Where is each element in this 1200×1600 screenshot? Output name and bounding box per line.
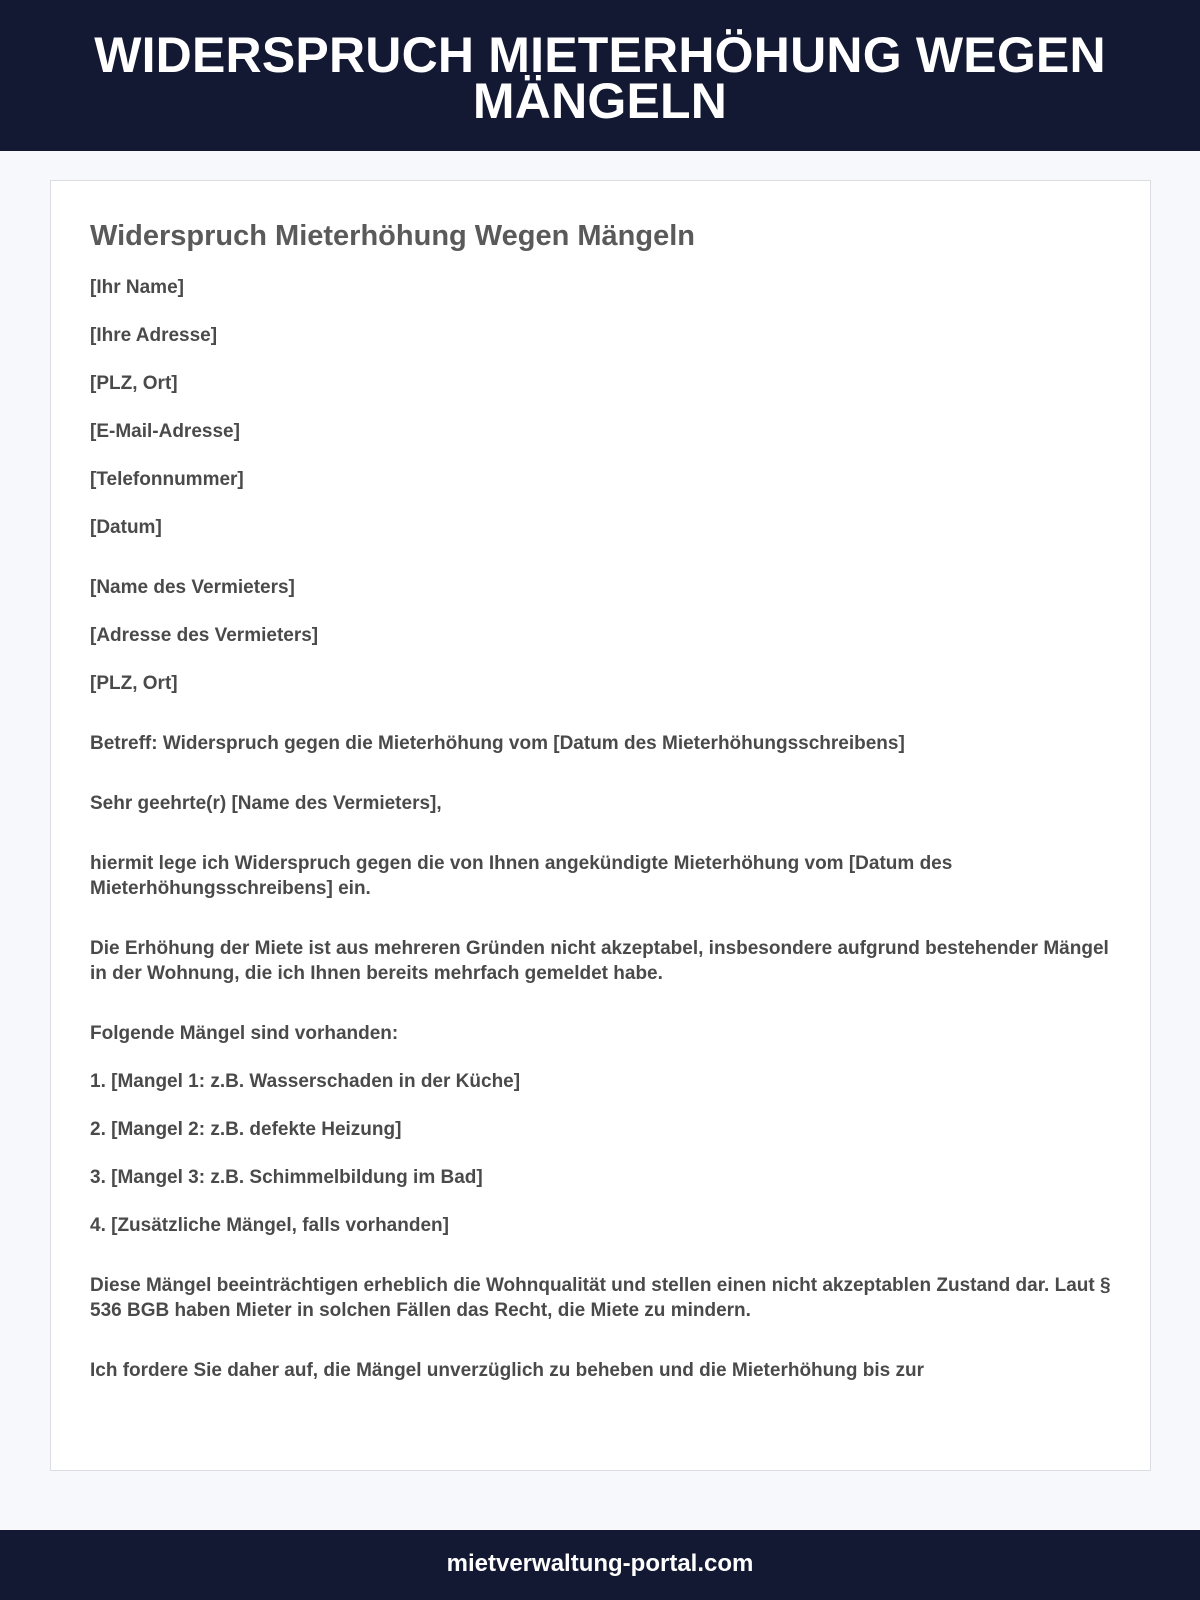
sender-address: [Ihre Adresse]: [90, 325, 218, 346]
page-header: [0, 0, 1200, 151]
recipient-address: [Adresse des Vermieters]: [90, 625, 319, 646]
footer-site-link[interactable]: mietverwaltung-portal.com: [446, 1550, 754, 1577]
salutation: Sehr geehrte(r) [Name des Vermieters],: [90, 793, 442, 814]
paragraph-intro: hiermit lege ich Widerspruch gegen die von Ihnen angekündigte Mieterhöhung vom [Datum des Mieterhöhungsschreibens] ein.: [90, 853, 953, 899]
defects-intro: Folgende Mängel sind vorhanden:: [90, 1023, 399, 1044]
sender-block: [90, 275, 1111, 540]
page-footer: [0, 1530, 1200, 1600]
recipient-block: [90, 575, 1111, 696]
document-card: [50, 180, 1151, 1471]
sender-phone: [Telefonnummer]: [90, 469, 244, 490]
defects-list: [90, 1069, 1111, 1238]
sender-email: [E-Mail-Adresse]: [90, 421, 240, 442]
recipient-name: [Name des Vermieters]: [90, 577, 295, 598]
defect-item: 4. [Zusätzliche Mängel, falls vorhanden]: [90, 1215, 449, 1236]
paragraph-demand: Ich fordere Sie daher auf, die Mängel unverzüglich zu beheben und die Mieterhöhung bis zur: [90, 1360, 924, 1381]
letter-date: [Datum]: [90, 517, 162, 538]
recipient-city: [PLZ, Ort]: [90, 673, 178, 694]
defect-item: 3. [Mangel 3: z.B. Schimmelbildung im Bad]: [90, 1167, 483, 1188]
paragraph-legal: Diese Mängel beeinträchtigen erheblich die Wohnqualität und stellen einen nicht akzeptablen Zustand dar. Laut § 536 BGB haben Mieter in solchen Fällen das Recht, die Miete zu mindern.: [90, 1275, 1111, 1321]
paragraph-reason: Die Erhöhung der Miete ist aus mehreren Gründen nicht akzeptabel, insbesondere aufgrund bestehender Mängel in der Wohnung, die ich Ihnen bereits mehrfach gemeldet habe.: [90, 938, 1109, 984]
document-title: Widerspruch Mieterhöhung Wegen Mängeln: [90, 220, 696, 252]
subject-line: Betreff: Widerspruch gegen die Mieterhöhung vom [Datum des Mieterhöhungsschreibens]: [90, 733, 905, 754]
defect-item: 1. [Mangel 1: z.B. Wasserschaden in der Küche]: [90, 1071, 521, 1092]
page-title: WIDERSPRUCH MIETERHÖHUNG WEGEN MÄNGELN: [94, 26, 1106, 129]
defect-item: 2. [Mangel 2: z.B. defekte Heizung]: [90, 1119, 402, 1140]
sender-city: [PLZ, Ort]: [90, 373, 178, 394]
sender-name: [Ihr Name]: [90, 277, 184, 298]
